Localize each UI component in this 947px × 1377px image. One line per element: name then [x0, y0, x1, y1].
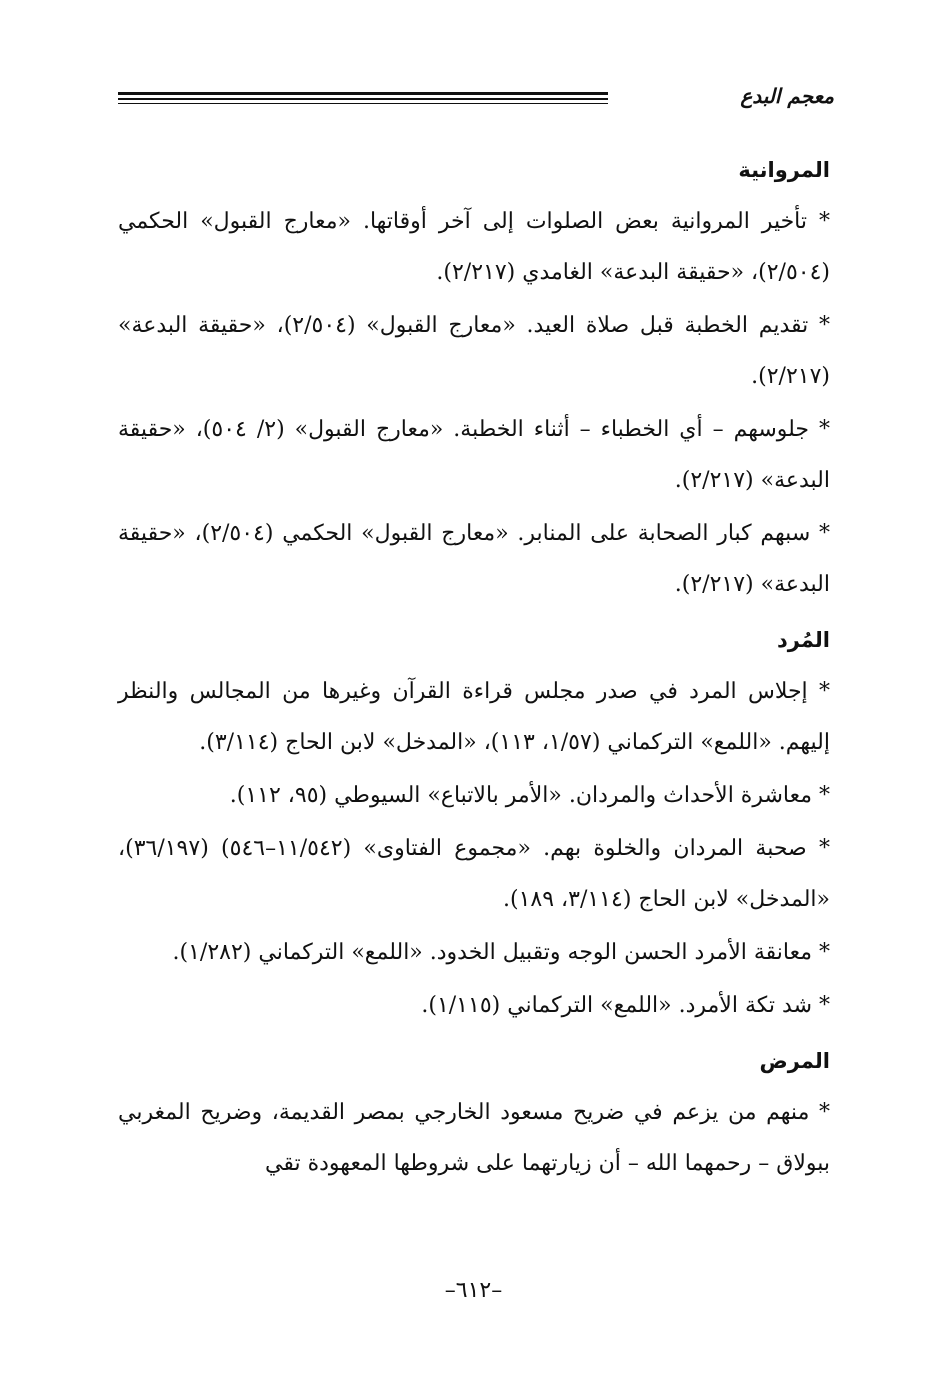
page-body — [118, 140, 830, 1191]
entry: * جلوسهم – أي الخطباء – أثناء الخطبة. «معارج القبول» (٢/ ٥٠٤)، «حقيقة البدعة» (٢/٢١٧). — [118, 417, 830, 493]
section-heading: المُرد — [776, 628, 830, 652]
header-rule — [118, 92, 608, 95]
header-rule — [118, 103, 608, 104]
entry: * معانقة الأمرد الحسن الوجه وتقبيل الخدود. «اللمع» التركماني (١/٢٨٢). — [172, 940, 830, 965]
entry: * سبهم كبار الصحابة على المنابر. «معارج القبول» الحكمي (٢/٥٠٤)، «حقيقة البدعة» (٢/٢١٧). — [118, 521, 830, 597]
header-rule — [118, 98, 608, 100]
entry: * تقديم الخطبة قبل صلاة العيد. «معارج القبول» (٢/٥٠٤)، «حقيقة البدعة» (٢/٢١٧). — [118, 313, 830, 389]
entry: * تأخير المروانية بعض الصلوات إلى آخر أوقاتها. «معارج القبول» الحكمي (٢/٥٠٤)، «حقيقة البدعة» الغامدي (٢/٢١٧). — [118, 209, 830, 285]
page-number: –٦١٢– — [444, 1278, 503, 1303]
section-heading: المروانية — [738, 158, 830, 182]
running-header — [118, 84, 834, 114]
section-marad — [118, 1039, 830, 1189]
entry: * صحبة المردان والخلوة بهم. «مجموع الفتاوى» (١١/٥٤٢–٥٤٦) (٣٦/١٩٧)، «المدخل» لابن الحاج (٣/١١٤، ١٨٩). — [118, 836, 830, 912]
entry: * معاشرة الأحداث والمردان. «الأمر بالاتباع» السيوطي (٩٥، ١١٢). — [229, 783, 830, 808]
header-title: معجم البدع — [740, 84, 834, 108]
entry: * إجلاس المرد في صدر مجلس قراءة القرآن وغيرها من المجالس والنظر إليهم. «اللمع» التركماني (١/٥٧، ١١٣)، «المدخل» لابن الحاج (٣/١١٤). — [118, 679, 831, 755]
section-marwaniyya — [118, 148, 830, 610]
section-heading: المرض — [759, 1049, 830, 1073]
entry: * منهم من يزعم في ضريح مسعود الخارجي بمصر القديمة، وضريح المغربي ببولاق – رحمهما الله – أن زيارتهما على شروطها المعهودة تقي — [118, 1100, 830, 1176]
section-murd — [118, 618, 830, 1031]
entry: * شد تكة الأمرد. «اللمع» التركماني (١/١١٥). — [421, 993, 830, 1018]
